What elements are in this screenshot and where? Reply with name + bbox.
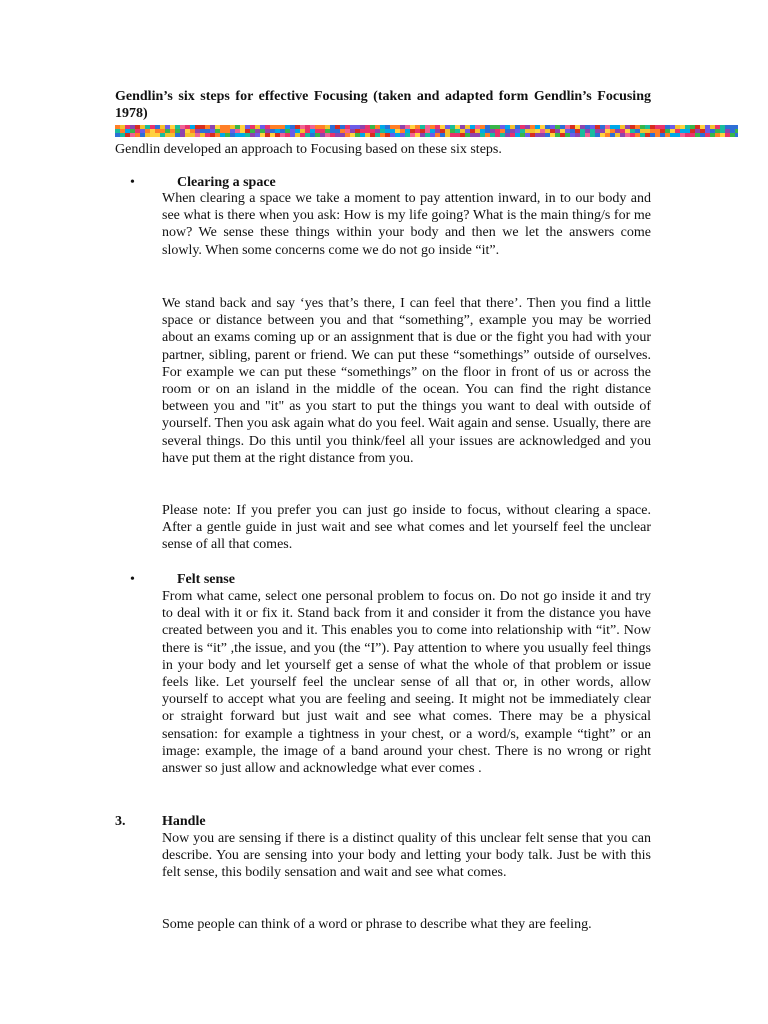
document-title: Gendlin’s six steps for effective Focusing (taken and adapted form Gendlin’s Focusing 1978) xyxy=(115,89,651,121)
section-1-paragraph-3: Please note: If you prefer you can just go inside to focus, without clearing a space. After a gentle guide in just wait and see what comes and let yourself feel the unclear sense of all that comes. xyxy=(162,503,651,553)
intro-text: Gendlin developed an approach to Focusing based on these six steps. xyxy=(115,142,502,157)
section-1-heading: Clearing a space xyxy=(177,175,276,190)
decorative-color-banner xyxy=(115,125,738,137)
section-2-bullet: • xyxy=(130,572,135,587)
section-1-paragraph-1: When clearing a space we take a moment to pay attention inward, in to our body and see what is there when you ask: How is my life going? What is the main thing/s for me now? We sense these things within your body and then we let the answers come slowly. When some concerns come we do not go inside “it”. xyxy=(162,191,651,258)
section-1-paragraph-2: We stand back and say ‘yes that’s there, I can feel that there’. Then you find a little space or distance between you and that “something”, example you may be worried about an exams coming up or an assignment that is due or the fight you had with your partner, sibling, parent or friend. We can put these “somethings” outside of ourselves. For example we can put these “somethings” on the floor in front of us or across the room or on an island in the middle of the ocean. You can find the right distance between you and "it" as you start to put the things you want to deal with outside of yourself. Then you ask again what do you feel. Wait again and sense. Usually, there are several things. Do this until you think/feel all your issues are acknowledged and you have put them at the right distance from you. xyxy=(162,296,651,466)
section-3-number: 3. xyxy=(115,814,126,829)
section-2-paragraph-1: From what came, select one personal problem to focus on. Do not go inside it and try to deal with it or fix it. Stand back from it and consider it from the distance you have created between you and it. This enables you to come into relationship with “it”. Now there is “it” ,the issue, and you (the “I”). Pay attention to where you usually feel things in your body and let yourself get a sense of what the whole of that problem or issue feels like. Let yourself feel the unclear sense of all that or, in other words, allow yourself to accept what you are feeling and seeing. It might not be immediately clear or straight forward but just wait and see what comes. There may be a physical sensation: for example a tightness in your chest, or a word/s, example “tight” or an image: example, the image of a band around your chest. There is no wrong or right answer so just allow and acknowledge what ever comes . xyxy=(162,589,651,777)
section-3-heading: Handle xyxy=(162,814,206,829)
section-3-paragraph-1: Now you are sensing if there is a distinct quality of this unclear felt sense that you can describe. You are sensing into your body and letting your body talk. Just be with this felt sense, this bodily sensation and wait and see what comes. xyxy=(162,831,651,881)
section-3-paragraph-2: Some people can think of a word or phrase to describe what they are feeling. xyxy=(162,917,592,932)
section-2-heading: Felt sense xyxy=(177,572,235,587)
section-1-bullet: • xyxy=(130,175,135,190)
